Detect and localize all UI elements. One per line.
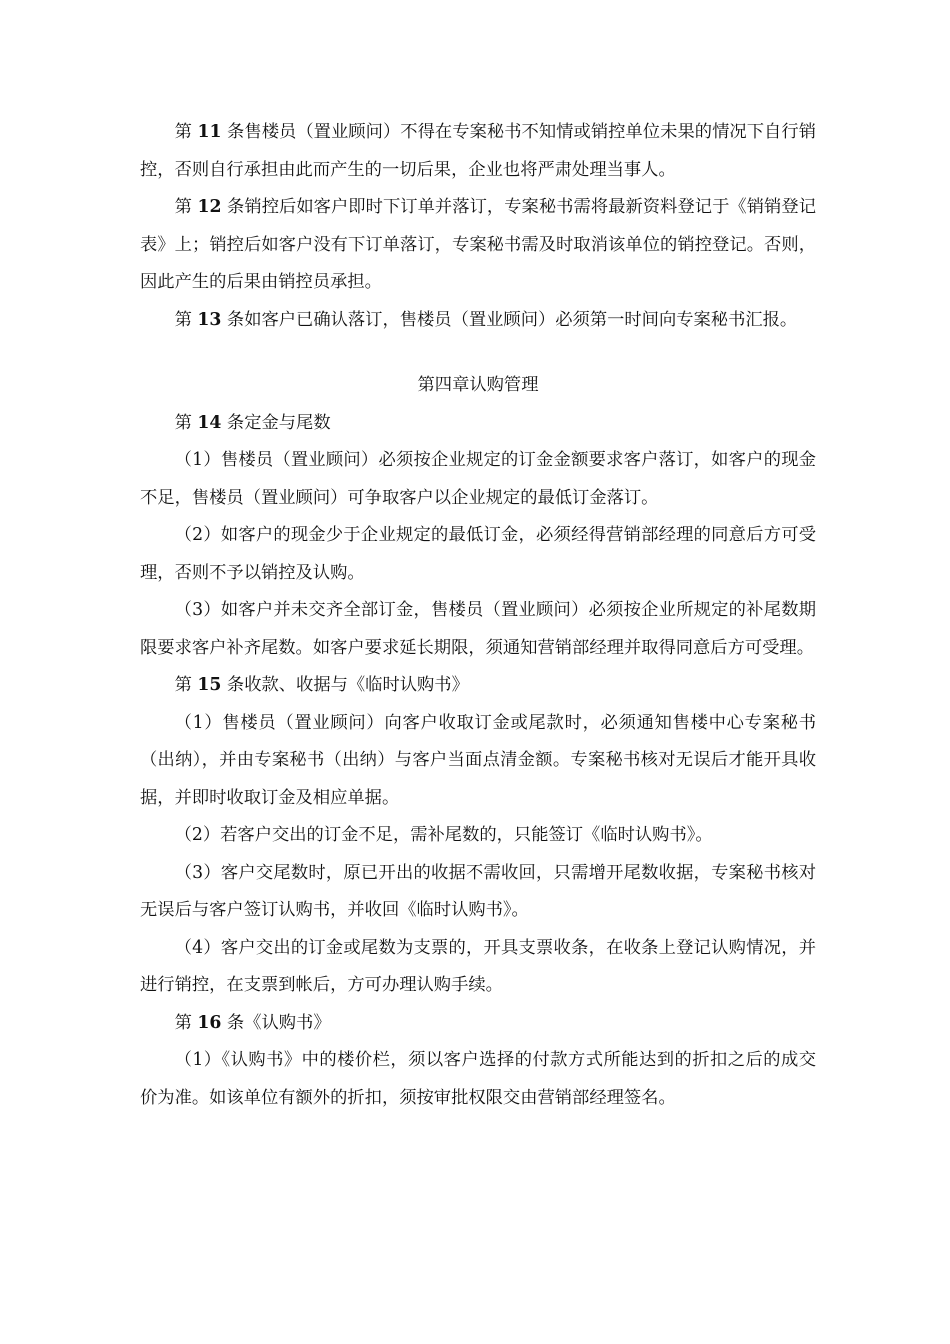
article-prefix: 第 <box>174 412 198 433</box>
article-number: 11 <box>197 122 222 142</box>
chapter-title: 第四章认购管理 <box>417 375 539 395</box>
section-gap <box>140 339 816 367</box>
article-16-item-1: （1）《认购书》中的楼价栏，须以客户选择的付款方式所能达到的折扣之后的成交价为准。如该单位有额外的折扣，须按审批权限交由营销部经理签名。 <box>140 1050 816 1108</box>
article-15-heading <box>140 667 816 705</box>
article-15-item-3: （3）客户交尾数时，原已开出的收据不需收回，只需增开尾数收据，专案秘书核对无误后与客户签订认购书，并收回《临时认购书》。 <box>140 862 816 920</box>
article-number: 12 <box>197 197 222 217</box>
article-14-heading <box>140 405 816 443</box>
article-13 <box>140 302 816 340</box>
article-number: 14 <box>197 412 222 433</box>
article-14-item-3: （3）如客户并未交齐全部订金，售楼员（置业顾问）必须按企业所规定的补尾数期限要求客户补齐尾数。如客户要求延长期限，须通知营销部经理并取得同意后方可受理。 <box>140 600 816 658</box>
article-number: 15 <box>197 675 222 695</box>
article-prefix: 第 <box>174 675 198 695</box>
article-14-item-1: （1）售楼员（置业顾问）必须按企业规定的订金金额要求客户落订，如客户的现金不足，售楼员（置业顾问）可争取客户以企业规定的最低订金落订。 <box>140 450 816 508</box>
article-16-heading <box>140 1005 816 1043</box>
article-text: 条定金与尾数 <box>221 412 331 433</box>
article-text: 条售楼员（置业顾问）不得在专案秘书不知情或销控单位未果的情况下自行销控，否则自行承担由此而产生的一切后果，企业也将严肃处理当事人。 <box>140 122 816 180</box>
article-12 <box>140 189 816 302</box>
article-15-item-4: （4）客户交出的订金或尾数为支票的，开具支票收条，在收条上登记认购情况，并进行销控，在支票到帐后，方可办理认购手续。 <box>140 937 816 995</box>
article-prefix: 第 <box>174 122 198 142</box>
article-prefix: 第 <box>174 197 198 217</box>
article-text: 条收款、收据与《临时认购书》 <box>221 675 469 695</box>
article-14-item-2: （2）如客户的现金少于企业规定的最低订金，必须经得营销部经理的同意后方可受理，否则不予以销控及认购。 <box>140 525 816 583</box>
article-15-item-2: （2）若客户交出的订金不足，需补尾数的，只能签订《临时认购书》。 <box>174 825 713 845</box>
article-number: 16 <box>197 1012 222 1033</box>
article-text: 条如客户已确认落订，售楼员（置业顾问）必须第一时间向专案秘书汇报。 <box>221 309 798 330</box>
article-text: 条销控后如客户即时下订单并落订，专案秘书需将最新资料登记于《销销登记表》上；销控后如客户没有下订单落订，专案秘书需及时取消该单位的销控登记。否则，因此产生的后果由销控员承担。 <box>140 197 816 292</box>
article-number: 13 <box>197 309 222 330</box>
article-15-item-1: （1）售楼员（置业顾问）向客户收取订金或尾款时，必须通知售楼中心专案秘书（出纳），并由专案秘书（出纳）与客户当面点清金额。专案秘书核对无误后才能开具收据，并即时收取订金及相应单据。 <box>140 712 816 808</box>
article-prefix: 第 <box>174 1012 198 1033</box>
article-prefix: 第 <box>174 309 198 330</box>
document-body <box>140 114 816 1117</box>
article-11 <box>140 114 816 189</box>
article-text: 条《认购书》 <box>221 1012 331 1033</box>
